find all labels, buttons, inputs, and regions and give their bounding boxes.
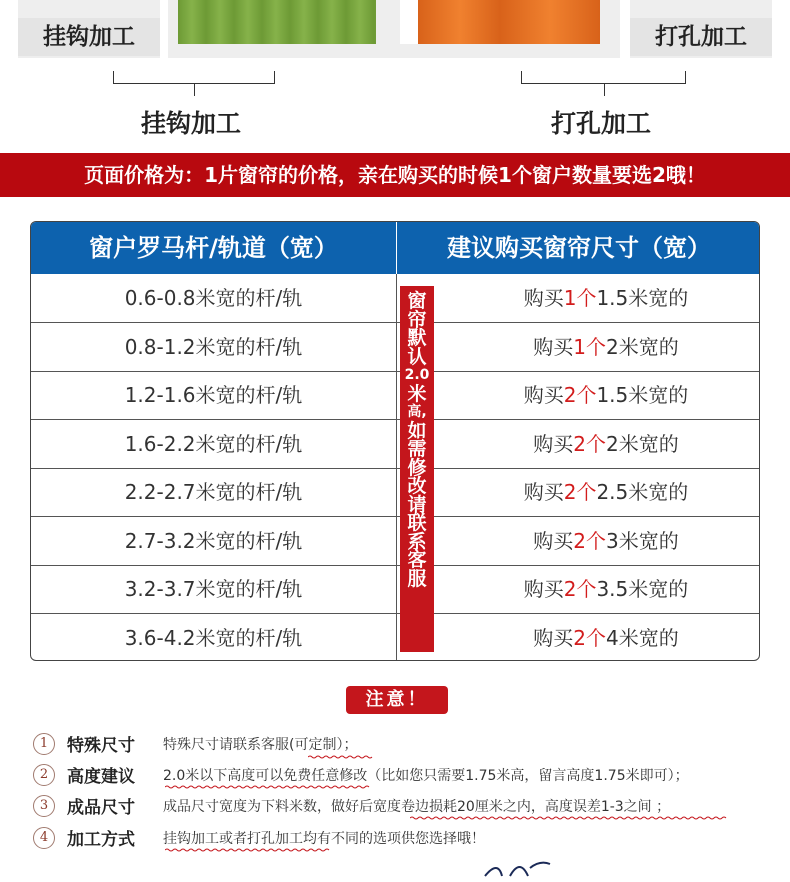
curtain-width: 1.5米宽的 [596, 286, 689, 310]
left-bracket [113, 71, 275, 84]
curtain-size-cell [451, 468, 760, 517]
curtain-width: 4米宽的 [606, 625, 679, 650]
item-title: 高度建议 [67, 767, 135, 787]
side-note-char: 高, [407, 404, 427, 420]
curtain-width: 2米宽的 [606, 334, 679, 359]
curtain-width: 2.5米宽的 [596, 480, 689, 504]
item-description: 挂钩加工或者打孔加工均有不同的选项供您选择哦！ [163, 831, 485, 847]
table-row [31, 323, 760, 372]
rod-width-cell: 2.7-3.2米宽的杆/轨 [124, 528, 303, 553]
curtain-width: 1.5米宽的 [596, 383, 689, 407]
rod-width-cell: 0.8-1.2米宽的杆/轨 [124, 334, 303, 359]
curtain-count: 2个 [563, 480, 597, 504]
wavy-underline [410, 816, 730, 820]
wavy-underline [165, 785, 370, 789]
curtain-size-cell [451, 517, 760, 566]
hook-process-label: 挂钩加工 [141, 109, 242, 138]
side-note-char: 2.0 [404, 367, 430, 383]
size-table [30, 221, 760, 661]
side-note-char: 窗 [407, 290, 427, 312]
table-row [31, 614, 760, 662]
curtain-count: 2个 [573, 431, 606, 456]
header-curtain-size: 建议购买窗帘尺寸（宽） [447, 234, 711, 262]
curtain-size-cell [451, 274, 760, 323]
buy-label: 购买 [533, 625, 574, 650]
curtain-count: 1个 [573, 334, 606, 359]
side-note-char: 认 [407, 345, 427, 368]
curtain-size-cell [451, 420, 760, 469]
item-number-badge: 3 [33, 795, 55, 817]
curtain-count: 2个 [563, 383, 597, 407]
side-note-char: 默 [407, 327, 427, 349]
side-note-char: 需 [407, 438, 427, 460]
curtain-size-cell [451, 323, 760, 372]
punch-process-label: 打孔加工 [551, 109, 652, 138]
buy-label: 购买 [523, 577, 564, 601]
punch-process-tag: 打孔加工 [630, 18, 772, 56]
buy-label: 购买 [523, 286, 564, 310]
item-description: 2.0米以下高度可以免费任意修改（比如您只需要1.75米高，留言高度1.75米即可）； [163, 768, 689, 784]
table-row [31, 420, 760, 469]
item-number-badge: 2 [33, 764, 55, 786]
side-note-char: 修 [407, 456, 427, 479]
side-note-char: 服 [407, 567, 427, 590]
buy-label: 购买 [523, 480, 564, 504]
item-description: 特殊尺寸请联系客服(可定制）； [163, 737, 358, 753]
curtain-width: 3米宽的 [606, 528, 679, 553]
curtain-size-cell [451, 614, 760, 662]
curtain-count: 2个 [563, 577, 597, 601]
decorative-script-mark [480, 858, 560, 878]
table-row [31, 468, 760, 517]
side-note-char: 系 [407, 530, 427, 553]
table-row [31, 371, 760, 420]
buy-label: 购买 [523, 383, 564, 407]
wavy-underline [165, 848, 330, 852]
table-row [31, 274, 760, 323]
rod-width-cell: 3.6-4.2米宽的杆/轨 [124, 625, 303, 650]
side-note-char: 米 [407, 382, 427, 405]
rod-width-cell: 0.6-0.8米宽的杆/轨 [124, 286, 303, 310]
item-number-badge: 1 [33, 733, 55, 755]
curtain-width: 2米宽的 [606, 431, 679, 456]
orange-curtain-image [400, 0, 600, 44]
curtain-size-cell [451, 371, 760, 420]
header-rod-width: 窗户罗马杆/轨道（宽） [89, 234, 338, 262]
table-row [31, 565, 760, 614]
price-notice-banner: 页面价格为：1片窗帘的价格，亲在购买的时候1个窗户数量要选2哦！ [0, 153, 790, 197]
rod-width-cell: 2.2-2.7米宽的杆/轨 [124, 480, 303, 504]
buy-label: 购买 [533, 334, 574, 359]
item-title: 加工方式 [67, 830, 135, 850]
right-bracket [521, 71, 686, 84]
item-number-badge: 4 [33, 827, 55, 849]
buy-label: 购买 [533, 431, 574, 456]
item-title: 成品尺寸 [67, 798, 135, 818]
curtain-size-cell [451, 565, 760, 614]
curtain-count: 2个 [573, 625, 606, 650]
side-note-char: 帘 [407, 308, 427, 331]
side-note-char: 改 [407, 475, 427, 497]
rod-width-cell: 3.2-3.7米宽的杆/轨 [124, 577, 303, 601]
buy-label: 购买 [533, 528, 574, 553]
table-row [31, 517, 760, 566]
side-note-char: 客 [407, 549, 427, 571]
item-description: 成品尺寸宽度为下料米数，做好后宽度卷边损耗20厘米之内，高度误差1-3之间 ； [163, 799, 671, 815]
curtain-width: 3.5米宽的 [596, 577, 689, 601]
side-note-char: 请 [407, 493, 427, 516]
table-header [31, 222, 760, 274]
notice-heading: 注意！ [346, 686, 448, 714]
rod-width-cell: 1.2-1.6米宽的杆/轨 [124, 383, 303, 407]
default-height-note [400, 286, 434, 652]
curtain-count: 2个 [573, 528, 606, 553]
rod-width-cell: 1.6-2.2米宽的杆/轨 [124, 431, 303, 456]
side-note-char: 如 [407, 419, 427, 442]
item-title: 特殊尺寸 [67, 736, 135, 756]
wavy-underline [308, 755, 374, 759]
hook-process-tag: 挂钩加工 [18, 18, 160, 56]
curtain-count: 1个 [563, 286, 597, 310]
side-note-char: 联 [407, 512, 427, 534]
green-curtain-image [178, 0, 376, 44]
